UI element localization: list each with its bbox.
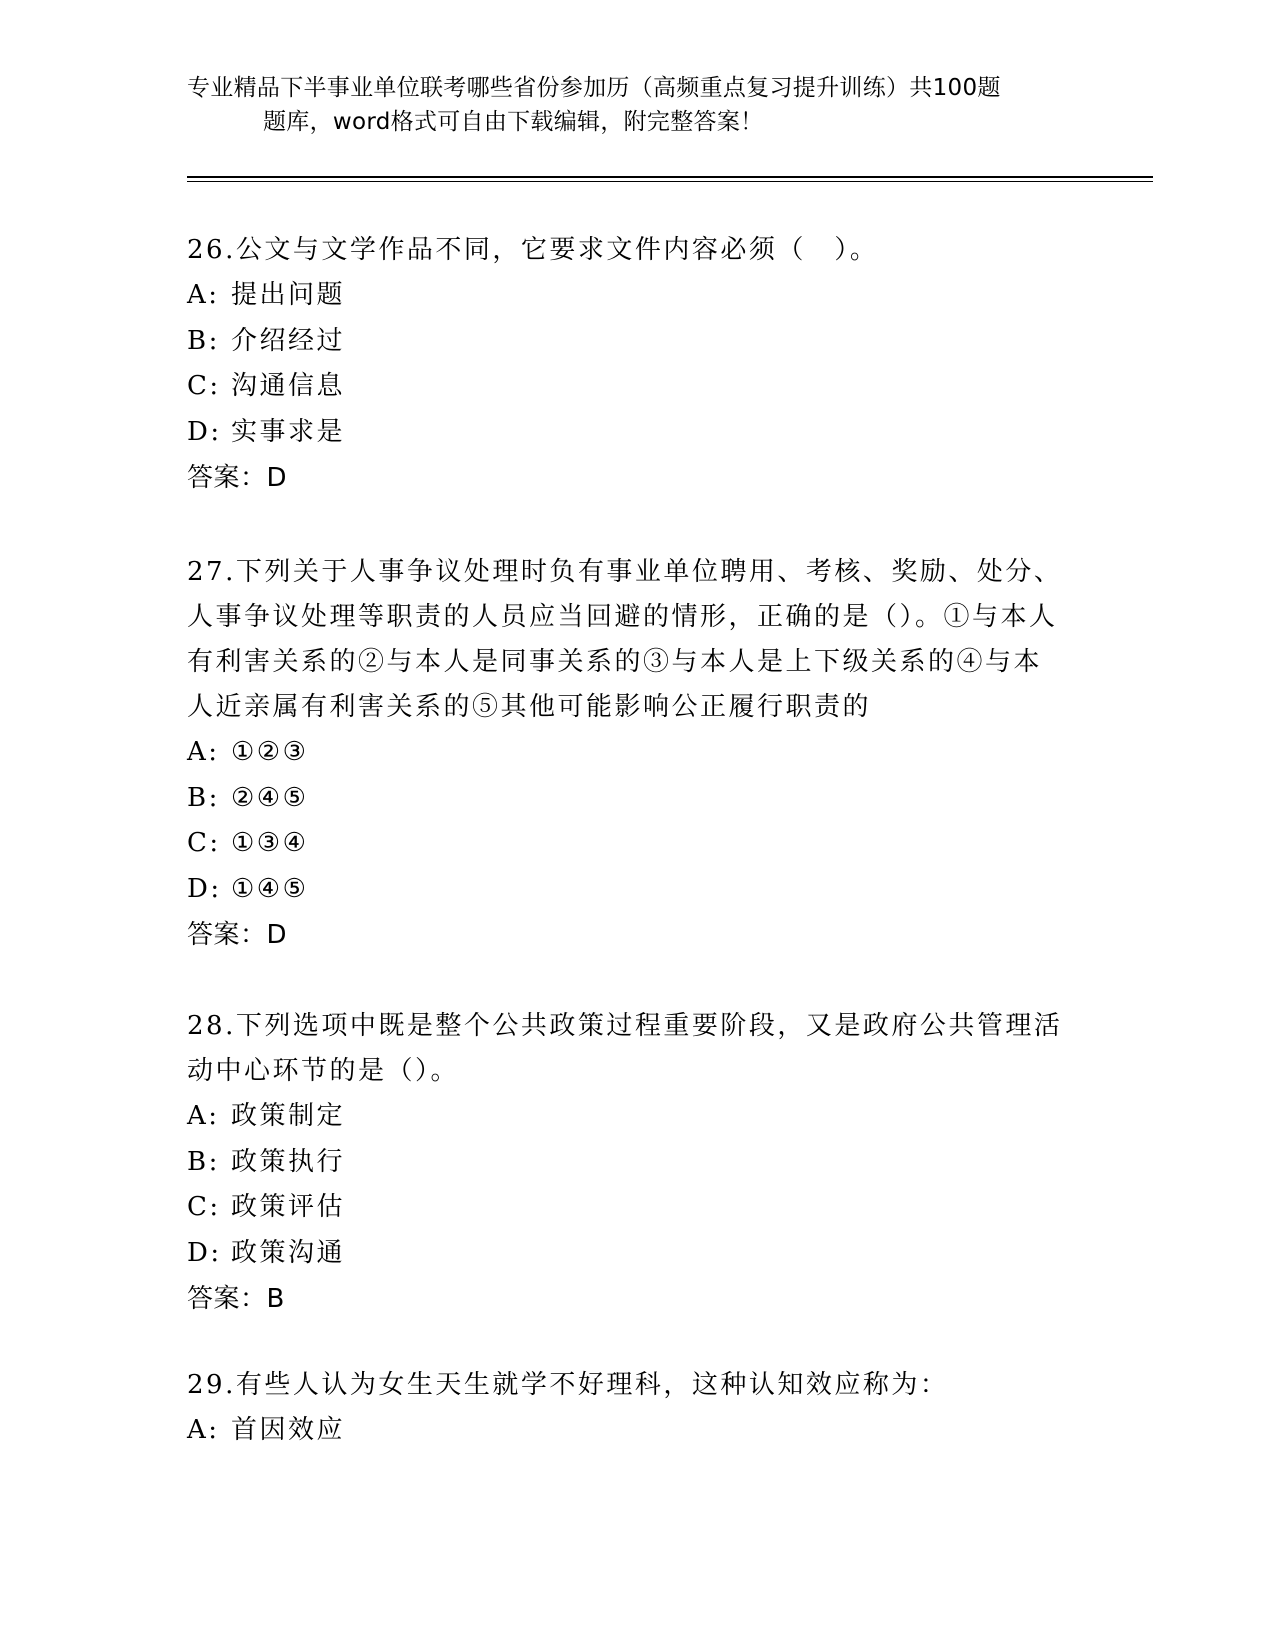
option-text: 提出问题 [231, 280, 346, 310]
option-a [187, 730, 1067, 776]
header-divider-thin [187, 181, 1153, 182]
option-letter: D: [187, 416, 222, 447]
option-text: ①④⑤ [231, 873, 309, 904]
header-title-line-2: 题库，word格式可自由下载编辑，附完整答案！ [263, 109, 764, 135]
question-28 [187, 1004, 1067, 1322]
option-text: 沟通信息 [231, 371, 346, 401]
option-c [187, 821, 1067, 867]
option-letter: D: [187, 1237, 222, 1268]
option-text: 政策评估 [231, 1192, 346, 1222]
question-27 [187, 550, 1067, 958]
option-a [187, 1094, 1067, 1140]
header-divider-thick [187, 176, 1153, 178]
option-c [187, 1185, 1067, 1231]
option-letter: A: [187, 737, 220, 767]
option-a [187, 1408, 1067, 1454]
option-c [187, 364, 1067, 410]
option-text: 政策制定 [231, 1101, 346, 1131]
option-text: 政策沟通 [231, 1237, 346, 1268]
option-text: ①②③ [231, 737, 309, 767]
option-letter: B: [187, 782, 220, 813]
option-letter: B: [187, 1146, 220, 1177]
question-text: 26.公文与文学作品不同，它要求文件内容必须（ ）。 [187, 235, 879, 265]
option-text: ②④⑤ [231, 782, 309, 813]
document-header [187, 71, 1057, 139]
question-text: 28.下列选项中既是整个公共政策过程重要阶段，又是政府公共管理活动中心环节的是（）。 [187, 1011, 1063, 1086]
option-b [187, 319, 1067, 365]
header-title-line-1: 专业精品下半事业单位联考哪些省份参加历（高频重点复习提升训练）共100题 [187, 75, 1001, 101]
option-b [187, 1140, 1067, 1186]
option-text: 实事求是 [231, 416, 346, 447]
option-letter: C: [187, 828, 221, 858]
option-a [187, 273, 1067, 319]
answer-line: 答案：B [187, 1284, 285, 1314]
option-letter: B: [187, 325, 220, 356]
question-text: 27.下列关于人事争议处理时负有事业单位聘用、考核、奖励、处分、人事争议处理等职责的人员应当回避的情形，正确的是（）。①与本人有利害关系的②与本人是同事关系的③与本人是上下级关系的④与本人近亲属有利害关系的⑤其他可能影响公正履行职责的 [187, 557, 1063, 722]
option-text: 首因效应 [231, 1415, 346, 1445]
option-b [187, 776, 1067, 822]
option-d [187, 867, 1067, 913]
question-29 [187, 1363, 1067, 1454]
option-letter: A: [187, 280, 220, 310]
option-letter: C: [187, 371, 221, 401]
question-text: 29.有些人认为女生天生就学不好理科，这种认知效应称为： [187, 1370, 949, 1400]
option-letter: A: [187, 1415, 220, 1445]
option-text: 介绍经过 [231, 325, 346, 356]
question-26 [187, 228, 1067, 501]
option-letter: D: [187, 873, 222, 904]
option-letter: A: [187, 1101, 220, 1131]
option-text: ①③④ [231, 828, 309, 858]
answer-line: 答案：D [187, 920, 288, 950]
option-letter: C: [187, 1192, 221, 1222]
option-d [187, 1231, 1067, 1277]
option-d [187, 410, 1067, 456]
option-text: 政策执行 [231, 1146, 346, 1177]
answer-line: 答案：D [187, 463, 288, 493]
